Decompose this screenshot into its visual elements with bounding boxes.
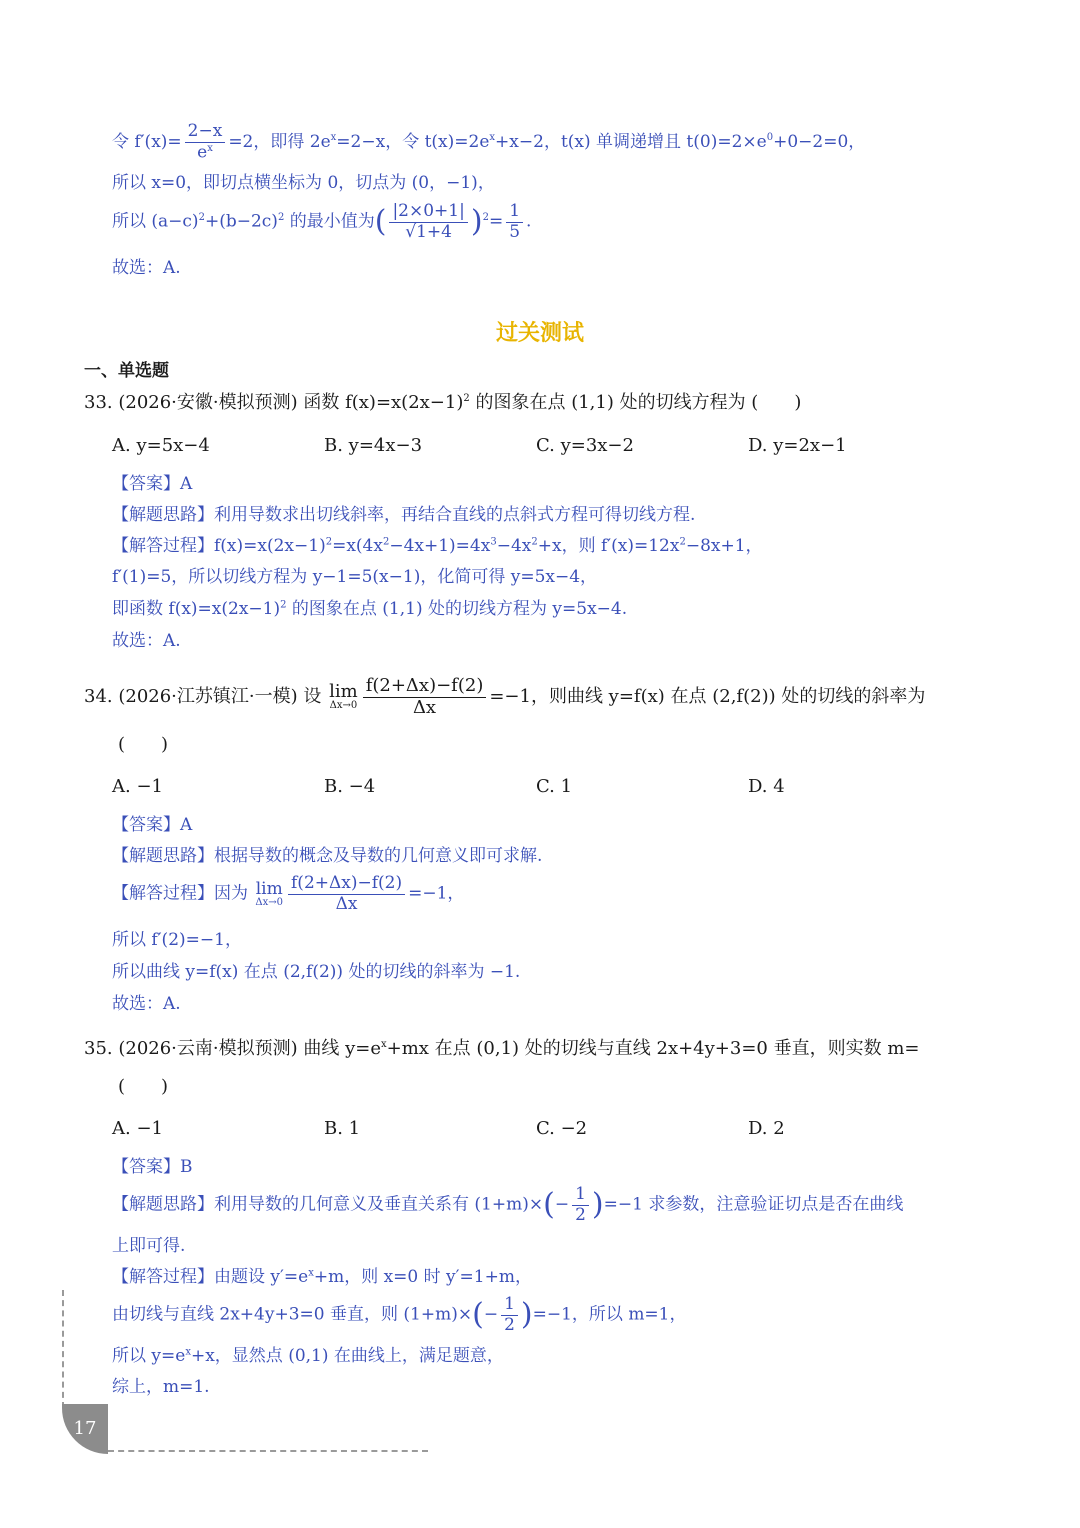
q35-stem: 35. (2026·云南·模拟预测) 曲线 $y=e^x+mx$ 在点 (0,1) 处的切线与直线 2x+4y+3=0 垂直，则实数 m= — [84, 1038, 920, 1059]
q33-process-line-3: 即函数 $f(x)=x(2x-1)^2$ 的图象在点 (1,1) 处的切线方程为 y=5x−4. — [112, 599, 628, 619]
q34-option-a: A. −1 — [112, 776, 163, 797]
q35-idea-line-1: 【解题思路】利用导数的几何意义及垂直关系有 (1+m)×(− $\frac{1}{2}$ )=−1 求参数，注意验证切点是否在曲线 — [112, 1184, 904, 1225]
top-solution-line-3: 所以 $(a-c)^2+(b-2c)^2$ 的最小值为( $\frac{|2\times 0+1|}{√1+4}$ )$^2$= $\frac{1}{5}$ . — [112, 201, 532, 242]
page-corner-dashed-vertical — [62, 1290, 64, 1408]
q33-option-d: D. y=2x−1 — [748, 435, 847, 456]
q35-idea-line-2: 上即可得. — [112, 1236, 186, 1256]
page-corner-dashed-horizontal — [108, 1450, 428, 1452]
q35-option-b: B. 1 — [324, 1118, 361, 1139]
q34-option-b: B. −4 — [324, 776, 376, 797]
q34-process-line-4: 故选：A. — [112, 994, 181, 1014]
q33-answer: 【答案】A — [112, 474, 193, 494]
q34-process-line-1: 【解答过程】因为 lim Δx→0 $\frac{f(2+\Delta x)-f(2)}{\Delta x}$ =−1， — [112, 873, 465, 914]
q33-process-line-4: 故选：A. — [112, 631, 181, 651]
q33-process-line-2: f′(1)=5，所以切线方程为 y−1=5(x−1)，化简可得 y=5x−4， — [112, 567, 598, 587]
q34-option-d: D. 4 — [748, 776, 785, 797]
q35-option-a: A. −1 — [112, 1118, 163, 1139]
top-solution-line-2: 所以 x=0，即切点横坐标为 0，切点为 (0，−1)， — [112, 173, 495, 193]
section-title: 过关测试 — [495, 321, 584, 346]
q35-option-d: D. 2 — [748, 1118, 785, 1139]
q33-process-line-1: 【解答过程】$f(x)=x(2x-1)^2=x(4x^2-4x+1)=4x^3-4x^2+x$，则 $f'(x)=12x^2-8x+1$， — [112, 536, 763, 556]
q33-option-b: B. y=4x−3 — [324, 435, 423, 456]
q35-process-line-3: 所以 $y=e^x+x$，显然点 (0,1) 在曲线上，满足题意， — [112, 1346, 504, 1366]
q33-idea: 【解题思路】利用导数求出切线斜率，再结合直线的点斜式方程可得切线方程. — [112, 505, 696, 525]
q35-option-c: C. −2 — [536, 1118, 588, 1139]
q33-option-c: C. y=3x−2 — [536, 435, 634, 456]
page-number: 17 — [73, 1418, 97, 1439]
q35-process-line-1: 【解答过程】由题设 $y'=e^x+m$，则 x=0 时 y′=1+m， — [112, 1267, 532, 1287]
q34-answer: 【答案】A — [112, 815, 193, 835]
q33-option-a: A. y=5x−4 — [112, 435, 210, 456]
subsection-title: 一、单选题 — [84, 361, 169, 381]
page-number-tab — [62, 1404, 108, 1454]
q35-answer: 【答案】B — [112, 1157, 193, 1177]
q33-stem: 33. (2026·安徽·模拟预测) 函数 $f(x)=x(2x-1)^2$ 的图象在点 (1,1) 处的切线方程为 ( ) — [84, 392, 802, 413]
q34-option-c: C. 1 — [536, 776, 573, 797]
q34-process-line-2: 所以 f′(2)=−1， — [112, 930, 242, 950]
top-solution-line-1: 令 f′(x)= $\frac{2-x}{e^x}$ =2，即得 $2e^x=2-x$，令 $t(x)=2e^x+x-2$，t(x) 单调递增且 $t(0)=2\times e^0+0-2=0$， — [112, 121, 866, 163]
q35-process-line-2: 由切线与直线 2x+4y+3=0 垂直，则 (1+m)×(− $\frac{1}{2}$ )=−1，所以 m=1， — [112, 1294, 687, 1335]
q34-process-line-3: 所以曲线 y=f(x) 在点 (2,f(2)) 处的切线的斜率为 −1. — [112, 962, 521, 982]
q34-answer-blank: ( ) — [118, 734, 169, 755]
q35-answer-blank: ( ) — [118, 1076, 169, 1097]
q34-idea: 【解题思路】根据导数的概念及导数的几何意义即可求解. — [112, 846, 543, 866]
q34-stem: 34. (2026·江苏镇江·一模) 设 lim Δx→0 $\frac{f(2+\Delta x)-f(2)}{\Delta x}$ =−1，则曲线 y=f(x) 在点 (2,f(2)) 处的切线的斜率为 — [84, 675, 926, 718]
q35-process-line-4: 综上，m=1. — [112, 1377, 210, 1397]
top-solution-line-4: 故选：A. — [112, 258, 181, 278]
